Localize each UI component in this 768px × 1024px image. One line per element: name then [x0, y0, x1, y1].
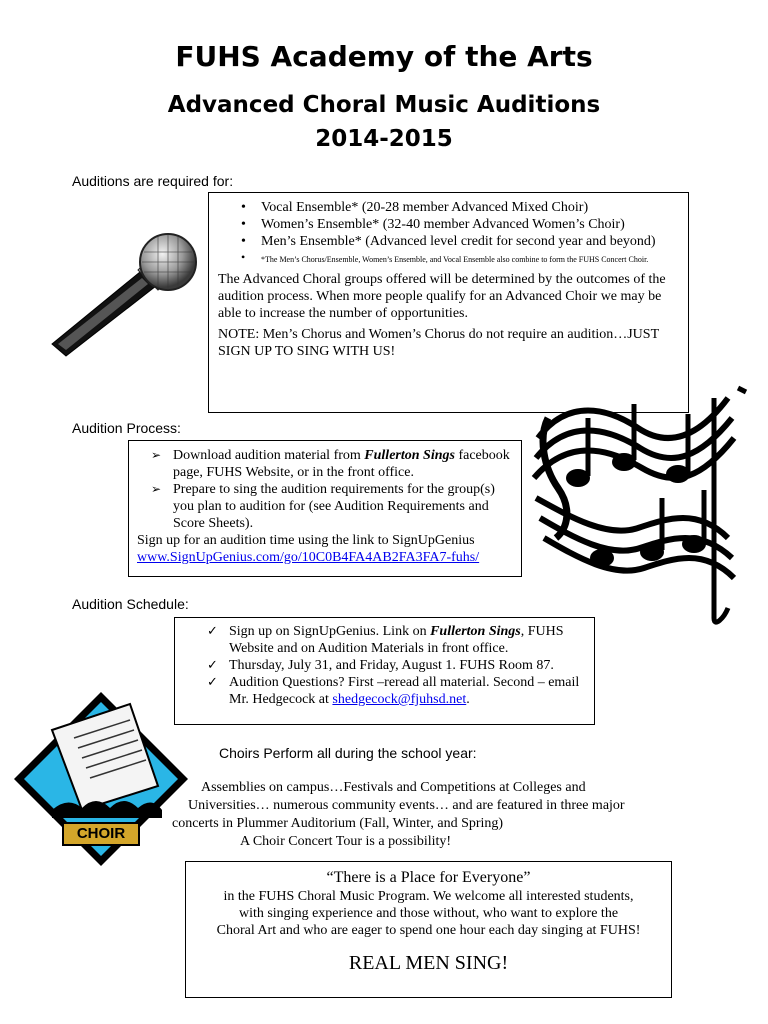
- list-item: ✓ Sign up on SignUpGenius. Link on Fullerton Sings, FUHS Website and on Audition Materials in front office.: [175, 623, 586, 657]
- list-item: • Men’s Ensemble* (Advanced level credit for second year and beyond): [209, 233, 678, 250]
- choir-badge: [12, 690, 190, 868]
- process-box: [128, 440, 522, 577]
- schedule-label: Audition Schedule:: [72, 596, 189, 612]
- process-label: Audition Process:: [72, 420, 181, 436]
- closing-box: [185, 861, 672, 998]
- closing-line: in the FUHS Choral Music Program. We welcome all interested students,: [223, 889, 634, 904]
- perform-line: Universities… numerous community events… and are featured in three major: [188, 798, 625, 813]
- list-item: • Women’s Ensemble* (32-40 member Advanced Women’s Choir): [209, 216, 678, 233]
- schedule-box: [174, 617, 595, 725]
- choir-label: CHOIR: [62, 822, 140, 846]
- list-item: ✓ Thursday, July 31, and Friday, August 1. FUHS Room 87.: [175, 657, 586, 674]
- closing-line: Choral Art and who are eager to spend one hour each day singing at FUHS!: [216, 923, 641, 938]
- list-item: • Vocal Ensemble* (20-28 member Advanced Mixed Choir): [209, 199, 678, 216]
- closing-line: with singing experience and those without, who want to explore the: [238, 906, 619, 921]
- microphone-icon: [44, 232, 204, 360]
- list-item: ➢ Prepare to sing the audition requirements for the group(s) you plan to audition for (see Audition Requirements and Score Sheets).: [129, 481, 513, 532]
- signup-text: Sign up for an audition time using the link to SignUpGenius: [137, 533, 475, 548]
- perform-label: Choirs Perform all during the school year:: [219, 745, 477, 761]
- page-title: FUHS Academy of the Arts: [175, 40, 593, 73]
- closing-quote: “There is a Place for Everyone”: [326, 869, 531, 886]
- list-item: ✓ Audition Questions? First –reread all material. Second – email Mr. Hedgecock at shedgecock@fjuhsd.net.: [175, 674, 586, 708]
- closing-slogan: REAL MEN SING!: [348, 952, 509, 974]
- perform-text: [170, 779, 670, 851]
- auditions-paragraph: The Advanced Choral groups offered will be determined by the outcomes of the audition process. When more people qualify for an Advanced Choir we may be able to increase the number of opportunities.: [218, 272, 666, 321]
- perform-line: concerts in Plummer Auditorium (Fall, Winter, and Spring): [172, 816, 504, 831]
- signup-link[interactable]: www.SignUpGenius.com/go/10C0B4FA4AB2FA3FA7-fuhs/: [137, 550, 480, 565]
- perform-line: A Choir Concert Tour is a possibility!: [240, 834, 452, 849]
- page-year: 2014-2015: [315, 126, 453, 152]
- list-item-footnote: • *The Men’s Chorus/Ensemble, Women’s Ensemble, and Vocal Ensemble also combine to form the FUHS Concert Choir.: [209, 250, 678, 265]
- list-item: ➢ Download audition material from Fullerton Sings facebook page, FUHS Website, or in the front office.: [129, 447, 513, 481]
- auditions-note: NOTE: Men’s Chorus and Women’s Chorus do not require an audition…JUST SIGN UP TO SING WITH US!: [218, 327, 659, 359]
- page-subtitle: Advanced Choral Music Auditions: [167, 92, 601, 118]
- auditions-label: Auditions are required for:: [72, 173, 234, 189]
- email-link[interactable]: shedgecock@fjuhsd.net: [332, 692, 467, 707]
- perform-line: Assemblies on campus…Festivals and Competitions at Colleges and: [201, 780, 586, 795]
- music-notes-icon: [528, 378, 758, 628]
